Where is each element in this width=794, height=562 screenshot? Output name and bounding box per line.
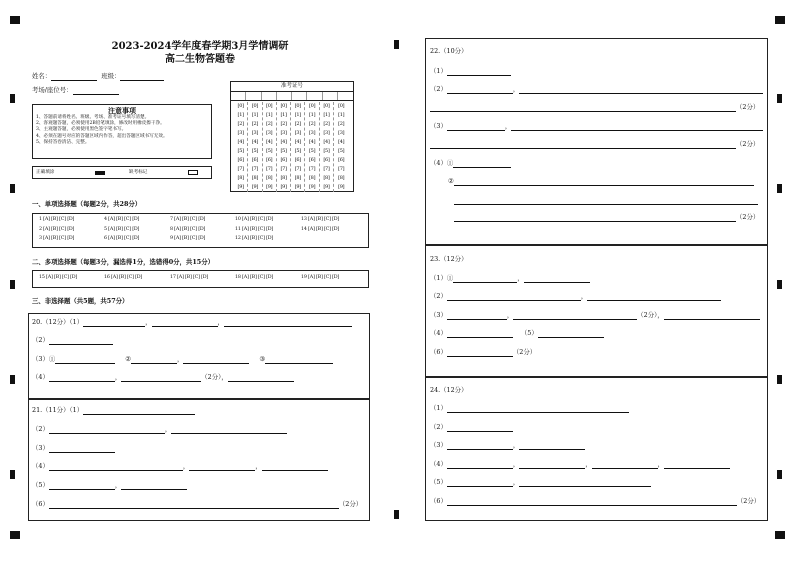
exam-id-digit-bubble[interactable]: [9] — [323, 184, 330, 191]
exam-id-digit-bubble[interactable]: [8] — [309, 175, 316, 182]
exam-id-digit-bubble[interactable]: [8] — [280, 175, 287, 182]
timing-mark — [777, 375, 782, 384]
answer-line[interactable] — [538, 330, 604, 338]
missing-mark-box[interactable] — [188, 170, 198, 175]
choice-question-options[interactable]: 1 [A] [B] [C] [D] — [39, 217, 75, 222]
exam-id-digit-bubble[interactable]: [5] — [237, 148, 244, 155]
exam-id-digit-bubble[interactable]: [0] — [280, 103, 287, 109]
multi-choice-options[interactable]: 15 [A] [B] [C] [D] — [39, 275, 78, 280]
exam-id-digit-bubble[interactable]: [7] — [266, 166, 273, 173]
exam-id-digit-bubble[interactable]: [5] — [280, 148, 287, 155]
score-note: （2分） — [512, 348, 537, 356]
q23-part-1: （1）① ， — [430, 274, 590, 283]
class-label: 班级： — [101, 72, 121, 80]
choice-question-options[interactable]: 8 [A] [B] [C] [D] — [170, 226, 206, 232]
timing-mark — [777, 94, 782, 103]
exam-id-column — [277, 102, 291, 192]
q20-part-4: （4） ， （2分）， — [32, 373, 294, 382]
answer-line[interactable] — [664, 312, 760, 320]
exam-id-digit-bubble[interactable]: [3] — [251, 130, 259, 137]
exam-id-digit-bubble[interactable]: [4] — [323, 139, 330, 146]
q24-p5-label: （5） — [430, 478, 447, 486]
answer-line[interactable] — [83, 319, 145, 327]
exam-id-digit-bubble[interactable]: [6] — [323, 157, 330, 164]
q24-part-2 — [430, 423, 513, 432]
exam-id-digit-bubble[interactable]: [7] — [251, 166, 259, 173]
choice-question-options[interactable]: 10 [A] [B] [C] [D] — [235, 217, 274, 222]
answer-line[interactable] — [519, 461, 585, 469]
exam-id-digit-bubble[interactable]: [1] — [237, 112, 244, 119]
q22-head: 22.（10分） — [430, 47, 468, 55]
answer-line[interactable] — [447, 68, 511, 76]
fold-mark — [394, 510, 399, 519]
answer-line[interactable] — [224, 319, 352, 327]
choice-question-options[interactable]: 14 [A] [B] [C] [D] — [301, 226, 340, 232]
exam-id-digit-bubble[interactable]: [2] — [309, 121, 316, 128]
answer-line[interactable] — [447, 424, 513, 432]
registration-mark — [775, 16, 785, 24]
exam-id-digit-bubble[interactable]: [0] — [251, 103, 259, 109]
q22-part-2b — [430, 103, 759, 112]
choice-question-options[interactable]: 6 [A] [B] [C] [D] — [104, 236, 140, 241]
score-note: （2分） — [736, 213, 760, 221]
timing-mark — [777, 184, 782, 193]
choice-question-options[interactable]: 7 [A] [B] [C] [D] — [170, 217, 206, 222]
q23-p5-label: （5） — [520, 329, 538, 337]
choice-question-options[interactable]: 5 [A] [B] [C] [D] — [104, 226, 140, 232]
registration-mark — [10, 531, 20, 539]
q23-head: 23.（12分） — [430, 255, 468, 263]
exam-id-digit-bubble[interactable]: [1] — [280, 112, 287, 119]
q21-p6-label: （6） — [32, 500, 49, 508]
room-label: 考场/座位号： — [32, 86, 73, 94]
answer-line[interactable] — [49, 482, 115, 490]
answer-line[interactable] — [513, 312, 637, 320]
q23-p3-label: （3） — [430, 311, 447, 319]
answer-line[interactable] — [430, 104, 736, 112]
exam-id-digit-bubble[interactable]: [4] — [280, 139, 287, 146]
exam-id-digit-bubble[interactable]: [7] — [309, 166, 316, 173]
q22-part-4d — [454, 213, 759, 222]
exam-id-digit-bubble[interactable]: [5] — [323, 148, 330, 155]
timing-mark — [10, 375, 15, 384]
q24-p4-label: （4） — [430, 460, 447, 468]
exam-id-digit-bubble[interactable]: [0] — [323, 103, 330, 109]
exam-id-column — [234, 102, 248, 192]
q24-p3-label: （3） — [430, 441, 447, 449]
timing-mark — [777, 280, 782, 289]
exam-id-digit-bubble[interactable]: [9] — [266, 184, 273, 191]
q22-part-4c — [454, 196, 758, 205]
q20-head: 20.（12分）（1） — [32, 318, 84, 326]
answer-line[interactable] — [453, 160, 511, 168]
exam-id-digit-bubble[interactable]: [8] — [237, 175, 244, 182]
q22-p4b-label: ② — [448, 177, 454, 185]
answer-line[interactable] — [183, 356, 249, 364]
exam-id-digit-bubble[interactable]: [4] — [309, 139, 316, 146]
q22-part-2: （2） ， — [430, 85, 763, 94]
exam-id-digit-bubble[interactable]: [9] — [251, 184, 259, 191]
exam-id-digit-bubble[interactable]: [2] — [294, 121, 301, 128]
answer-line[interactable] — [453, 275, 517, 283]
answer-line[interactable] — [447, 86, 513, 94]
exam-id-label: 准考证号 — [231, 82, 353, 92]
notice-item: 1、答题前请将姓名、班级、考场、准考证号填写清楚。 — [36, 115, 150, 120]
q22-p4-label: （4）① — [430, 159, 454, 167]
answer-line[interactable] — [454, 178, 754, 186]
exam-id-box — [230, 81, 354, 192]
exam-id-digit-bubble[interactable]: [5] — [294, 148, 301, 155]
q24-part-4: （4） ， ， ， — [430, 460, 730, 469]
q20-part-1: 20.（12分）（1） ， ， — [32, 318, 352, 327]
q21-part-1 — [32, 406, 195, 415]
exam-id-digit-bubble[interactable]: [8] — [338, 175, 345, 182]
exam-id-column — [305, 102, 319, 192]
exam-id-digit-bubble[interactable]: [6] — [266, 157, 273, 164]
q24-head: 24.（12分） — [430, 386, 468, 394]
q22-part-1 — [430, 67, 511, 76]
answer-line[interactable] — [121, 482, 187, 490]
q21-part-2: （2） ， — [32, 425, 287, 434]
registration-mark — [10, 16, 20, 24]
filled-example-icon — [95, 171, 105, 175]
exam-id-digit-bubble[interactable]: [5] — [338, 148, 345, 155]
q23-part-2: （2） ， — [430, 292, 721, 301]
exam-id-digit-bubble[interactable]: [1] — [266, 112, 273, 119]
answer-line[interactable] — [519, 86, 763, 94]
score-note: （2分） — [736, 497, 761, 505]
exam-id-digit-bubble[interactable]: [9] — [338, 184, 345, 191]
exam-id-digit-bubble[interactable]: [3] — [266, 130, 273, 137]
exam-id-digit-bubble[interactable]: [1] — [323, 112, 330, 119]
exam-id-digit-bubble[interactable]: [5] — [266, 148, 273, 155]
name-label: 姓名： — [32, 72, 52, 80]
exam-id-digit-bubble[interactable]: [2] — [280, 121, 287, 128]
score-note: （2分）， — [201, 373, 228, 381]
q24-p6-label: （6） — [430, 497, 447, 505]
exam-id-digit-bubble[interactable]: [9] — [309, 184, 316, 191]
room-field-row — [32, 86, 119, 95]
answer-line[interactable] — [447, 293, 581, 301]
choice-question-options[interactable]: 11 [A] [B] [C] [D] — [235, 226, 274, 232]
exam-id-digit-bubble[interactable]: [7] — [280, 166, 287, 173]
section-3-title: 三、非选择题（共5题，共57分） — [32, 297, 129, 305]
exam-id-digit-grid — [234, 102, 348, 192]
answer-line[interactable] — [83, 407, 195, 415]
multi-choice-options[interactable]: 19 [A] [B] [C] [D] — [301, 275, 340, 280]
exam-id-column — [291, 102, 305, 192]
q22-p1-label: （1） — [430, 67, 447, 75]
multi-choice-options[interactable]: 17 [A] [B] [C] [D] — [170, 275, 209, 280]
answer-line[interactable] — [524, 275, 590, 283]
q20-p2-label: （2） — [32, 336, 49, 344]
exam-id-digit-bubble[interactable]: [3] — [323, 130, 330, 137]
exam-id-digit-bubble[interactable]: [4] — [237, 139, 244, 146]
sheet-title: 高二生物答题卷 — [165, 54, 235, 65]
q21-p5-label: （5） — [32, 481, 49, 489]
notice-item: 2、客观题答题，必须使用2B铅笔填涂，修改时用橡皮擦干净。 — [36, 121, 165, 127]
answer-line[interactable] — [189, 463, 255, 471]
q23-part-4 — [430, 329, 604, 338]
exam-id-digit-bubble[interactable]: [7] — [323, 166, 330, 173]
notice-item: 4、必须在题号对应的答题区域内作答，超出答题区域书写无效。 — [36, 133, 168, 139]
q21-part-6 — [32, 500, 362, 509]
exam-id-digit-bubble[interactable]: [0] — [338, 103, 345, 109]
exam-id-digit-bubble[interactable]: [5] — [309, 148, 316, 155]
name-field-row — [32, 72, 164, 81]
notice-item: 5、保持答卷清洁、完整。 — [36, 139, 90, 145]
answer-line[interactable] — [511, 123, 763, 131]
choice-question-options[interactable]: 3 [A] [B] [C] [D] — [39, 236, 75, 241]
exam-id-digit-bubble[interactable]: [3] — [309, 130, 316, 137]
exam-id-digit-bubble[interactable]: [3] — [237, 130, 244, 137]
exam-id-digit-bubble[interactable]: [0] — [294, 103, 301, 109]
exam-id-write-row — [231, 92, 353, 101]
exam-id-column — [263, 102, 277, 192]
answer-line[interactable] — [447, 123, 505, 131]
exam-id-digit-bubble[interactable]: [7] — [338, 166, 345, 173]
q21-p4-label: （4） — [32, 462, 49, 470]
exam-id-digit-bubble[interactable]: [6] — [294, 157, 301, 164]
q22-part-3b — [430, 140, 759, 149]
q23-p2-label: （2） — [430, 292, 447, 300]
exam-id-digit-bubble[interactable]: [8] — [251, 175, 259, 182]
q21-p2-label: （2） — [32, 425, 49, 433]
q22-part-3: （3） ， — [430, 122, 763, 131]
fold-mark — [394, 40, 399, 49]
q20-p3-label: （3）① — [32, 355, 56, 363]
answer-line[interactable] — [121, 374, 201, 382]
choice-question-options[interactable]: 13 [A] [B] [C] [D] — [301, 217, 340, 222]
score-note: （2分） — [338, 500, 363, 508]
q21-head: 21.（11分）（1） — [32, 406, 84, 414]
timing-mark — [10, 280, 15, 289]
exam-id-digit-bubble[interactable]: [4] — [266, 139, 273, 146]
answer-line[interactable] — [447, 405, 629, 413]
choice-question-options[interactable]: 4 [A] [B] [C] [D] — [104, 217, 140, 222]
q22-p2-label: （2） — [430, 85, 447, 93]
q21-p3-label: （3） — [32, 444, 49, 452]
answer-line[interactable] — [430, 141, 736, 149]
exam-id-digit-bubble[interactable]: [0] — [309, 103, 316, 109]
q23-part-6 — [430, 348, 536, 357]
answer-line[interactable] — [265, 356, 333, 364]
exam-id-digit-bubble[interactable]: [1] — [294, 112, 301, 119]
exam-id-digit-bubble[interactable]: [7] — [237, 166, 244, 173]
answer-line[interactable] — [262, 463, 328, 471]
q22-p3-label: （3） — [430, 122, 447, 130]
q24-part-3: （3） ， — [430, 441, 585, 450]
answer-line[interactable] — [49, 374, 115, 382]
answer-line[interactable] — [664, 461, 730, 469]
q23-part-3: （3） ， （2分）， — [430, 311, 760, 320]
exam-id-digit-bubble[interactable]: [0] — [237, 103, 244, 109]
exam-id-digit-bubble[interactable]: [2] — [338, 121, 345, 128]
q24-p1-label: （1） — [430, 404, 447, 412]
exam-id-digit-bubble[interactable]: [6] — [309, 157, 316, 164]
exam-id-digit-bubble[interactable]: [1] — [309, 112, 316, 119]
exam-id-digit-bubble[interactable]: [8] — [266, 175, 273, 182]
q20-p3c-label: ③ — [259, 355, 266, 363]
q21-part-3 — [32, 444, 115, 453]
exam-id-column — [334, 102, 348, 192]
answer-line[interactable] — [447, 442, 513, 450]
score-note: （2分） — [736, 103, 760, 111]
fill-example-box — [32, 166, 212, 179]
exam-id-digit-bubble[interactable]: [7] — [294, 166, 301, 173]
exam-id-digit-bubble[interactable]: [9] — [280, 184, 287, 191]
exam-id-column — [320, 102, 334, 192]
q23-p4-label: （4） — [430, 329, 447, 337]
exam-id-digit-bubble[interactable]: [8] — [323, 175, 330, 182]
section-2-title: 二、多项选择题（每题3分，漏选得1分，选错得0分，共15分） — [32, 258, 214, 266]
answer-line[interactable] — [49, 337, 113, 345]
score-note: （2分） — [736, 140, 760, 148]
q20-part-2 — [32, 336, 113, 345]
q24-p2-label: （2） — [430, 423, 447, 431]
q23-p1-label: （1）① — [430, 274, 454, 282]
name-field[interactable] — [51, 73, 97, 81]
exam-id-digit-bubble[interactable]: [5] — [251, 148, 259, 155]
exam-id-digit-bubble[interactable]: [3] — [294, 130, 301, 137]
answer-line[interactable] — [519, 442, 585, 450]
answer-line[interactable] — [49, 501, 339, 509]
answer-line[interactable] — [55, 356, 115, 364]
answer-line[interactable] — [519, 479, 651, 487]
exam-id-digit-bubble[interactable]: [1] — [338, 112, 345, 119]
exam-id-column — [248, 102, 262, 192]
q24-part-1 — [430, 404, 629, 413]
q21-part-4: （4） ， ， — [32, 462, 328, 471]
exam-id-digit-bubble[interactable]: [1] — [251, 112, 259, 119]
answer-line[interactable] — [454, 214, 736, 222]
answer-line[interactable] — [447, 330, 513, 338]
fill-correct-label: 正确填涂 — [36, 170, 55, 175]
answer-line[interactable] — [49, 463, 183, 471]
timing-mark — [10, 470, 15, 479]
exam-id-digit-bubble[interactable]: [6] — [251, 157, 259, 164]
section-1-answer-box — [32, 213, 369, 248]
exam-id-digit-bubble[interactable]: [2] — [251, 121, 259, 128]
exam-id-digit-bubble[interactable]: [6] — [237, 157, 244, 164]
multi-choice-options[interactable]: 18 [A] [B] [C] [D] — [235, 275, 274, 280]
exam-id-digit-bubble[interactable]: [6] — [338, 157, 345, 164]
exam-title: 2023-2024学年度春学期3月学情调研 — [111, 41, 289, 52]
exam-id-digit-bubble[interactable]: [4] — [251, 139, 259, 146]
exam-id-digit-bubble[interactable]: [3] — [280, 130, 287, 137]
answer-line[interactable] — [592, 461, 658, 469]
timing-mark — [10, 94, 15, 103]
exam-id-digit-bubble[interactable]: [2] — [266, 121, 273, 128]
q22-part-4b — [448, 177, 754, 186]
exam-id-digit-bubble[interactable]: [9] — [237, 184, 244, 191]
registration-mark — [775, 531, 785, 539]
answer-line[interactable] — [447, 461, 513, 469]
exam-id-digit-bubble[interactable]: [9] — [294, 184, 301, 191]
q21-part-5: （5） ， — [32, 481, 187, 490]
answer-line[interactable] — [454, 197, 758, 205]
answer-line[interactable] — [49, 426, 165, 434]
exam-id-digit-bubble[interactable]: [3] — [338, 130, 345, 137]
exam-id-digit-bubble[interactable]: [0] — [266, 103, 273, 109]
choice-question-options[interactable]: 9 [A] [B] [C] [D] — [170, 236, 206, 241]
timing-mark — [10, 184, 15, 193]
q24-part-6 — [430, 497, 760, 506]
answer-line[interactable] — [447, 498, 737, 506]
answer-line[interactable] — [152, 319, 218, 327]
answer-line[interactable] — [49, 445, 115, 453]
answer-line[interactable] — [587, 293, 721, 301]
multi-choice-options[interactable]: 16 [A] [B] [C] [D] — [104, 275, 143, 280]
choice-question-options[interactable]: 12 [A] [B] [C] [D] — [235, 236, 274, 241]
exam-id-digit-bubble[interactable]: [2] — [237, 121, 244, 128]
q20-p3b-label: ② — [125, 355, 131, 363]
notice-box — [32, 104, 212, 159]
section-1-title: 一、单项选择题（每题2分，共28分） — [32, 200, 142, 208]
exam-id-digit-bubble[interactable]: [2] — [323, 121, 330, 128]
room-field[interactable] — [73, 87, 119, 95]
q22-part-4 — [430, 159, 511, 168]
q20-part-3: （3）① ② ， ③ — [32, 355, 333, 364]
class-field[interactable] — [120, 73, 164, 81]
answer-line[interactable] — [131, 356, 177, 364]
missing-label: 缺考标记 — [129, 170, 148, 175]
exam-id-digit-bubble[interactable]: [8] — [294, 175, 301, 182]
q23-p6-label: （6） — [430, 348, 447, 356]
answer-line[interactable] — [447, 312, 507, 320]
q24-part-5: （5） ， — [430, 478, 651, 487]
exam-id-digit-bubble[interactable]: [4] — [294, 139, 301, 146]
notice-item: 3、主观题答题，必须使用黑色签字笔书写。 — [36, 127, 127, 133]
answer-line[interactable] — [171, 426, 287, 434]
q20-p4-label: （4） — [32, 373, 49, 381]
timing-mark — [777, 470, 782, 479]
choice-question-options[interactable]: 2 [A] [B] [C] [D] — [39, 226, 75, 232]
exam-id-digit-bubble[interactable]: [4] — [338, 139, 345, 146]
section-2-answer-box — [32, 270, 369, 288]
exam-id-digit-bubble[interactable]: [6] — [280, 157, 287, 164]
answer-line[interactable] — [447, 349, 513, 357]
notice-list — [33, 115, 211, 146]
answer-line[interactable] — [447, 479, 513, 487]
notice-title: 注意事项 — [108, 106, 136, 115]
answer-line[interactable] — [228, 374, 294, 382]
score-note: （2分）， — [637, 311, 664, 319]
